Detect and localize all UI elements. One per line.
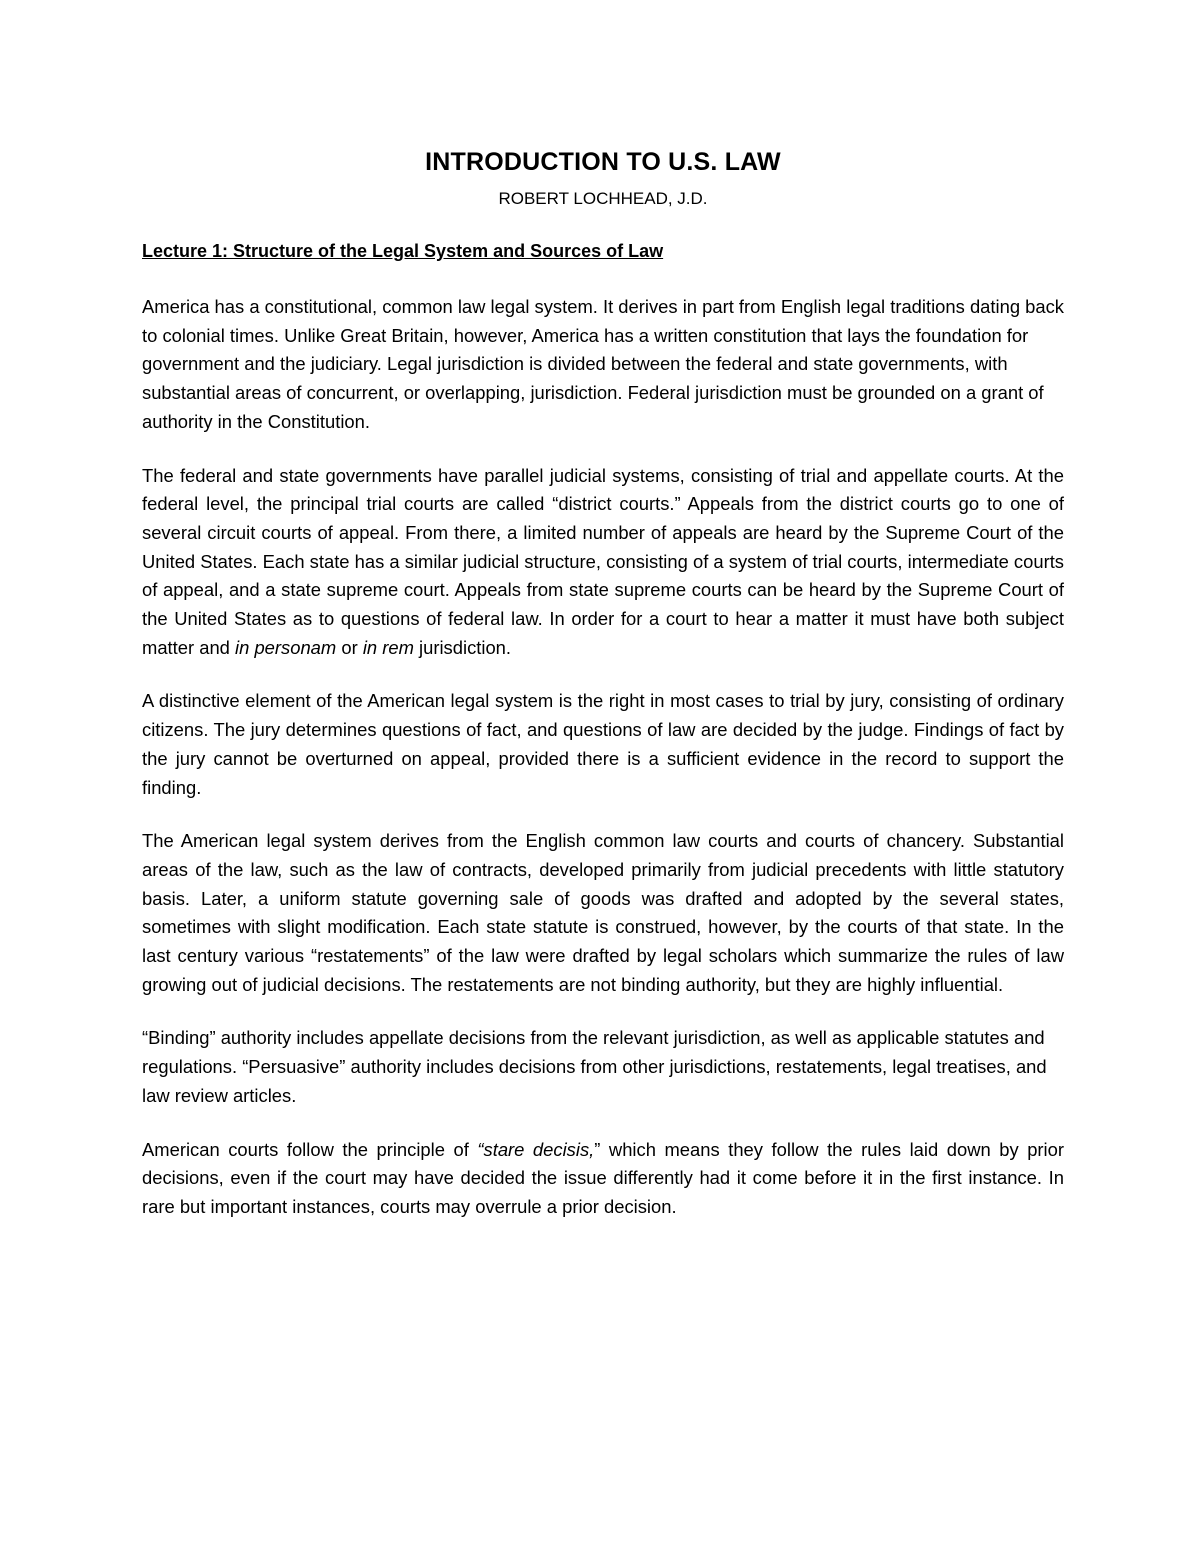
paragraph-text: The federal and state governments have parallel judicial systems, consisting of trial and appellate courts. At the federal level, the principal trial courts are called “district courts.” Appeals from the district courts go to one of several circuit courts of appeal. From there, a limited number of appeals are heard by the Supreme Court of the United States. Each state has a similar judicial structure, consisting of a system of trial courts, intermediate courts of appeal, and a state supreme court. Appeals from state supreme courts can be heard by the Supreme Court of the United States as to questions of federal law. In order for a court to hear a matter it must have both subject matter and: [142, 464, 1064, 658]
paragraph-judicial-systems: [142, 462, 1064, 663]
italic-term: “stare decisis,: [477, 1138, 595, 1160]
italic-term: in personam: [235, 636, 337, 658]
paragraph-text: American courts follow the principle of: [142, 1138, 478, 1160]
paragraph-text: or: [336, 636, 363, 658]
italic-term: in rem: [362, 636, 414, 658]
paragraph-constitutional-system: America has a constitutional, common law legal system. It derives in part from English legal traditions dating back to colonial times. Unlike Great Britain, however, America has a written constitution that lays the foundation for government and the judiciary. Legal jurisdiction is divided between the federal and state governments, with substantial areas of concurrent, or overlapping, jurisdiction. Federal jurisdiction must be grounded on a grant of authority in the Constitution.: [142, 296, 1065, 432]
paragraph-stare-decisis: [142, 1136, 1064, 1222]
paragraph-text: ” which means they follow the rules laid down by prior decisions, even if the court may have decided the issue differently had it come before it in the first instance. In rare but important instances, courts may overrule a prior decision.: [142, 1138, 1064, 1217]
paragraph-text: jurisdiction.: [413, 636, 512, 658]
document-title: INTRODUCTION TO U.S. LAW: [425, 148, 781, 176]
author-name: ROBERT LOCHHEAD, J.D.: [498, 189, 708, 208]
paragraph-jury-trial: A distinctive element of the American legal system is the right in most cases to trial by jury, consisting of ordinary citizens. The jury determines questions of fact, and questions of law are decided by the judge. Findings of fact by the jury cannot be overturned on appeal, provided there is a sufficient evidence in the record to support the finding.: [142, 690, 1064, 798]
paragraph-binding-authority: “Binding” authority includes appellate decisions from the relevant jurisdiction, as well as applicable statutes and regulations. “Persuasive” authority includes decisions from other jurisdictions, restatements, legal treatises, and law review articles.: [142, 1027, 1047, 1106]
lecture-heading: Lecture 1: Structure of the Legal System and Sources of Law: [142, 241, 664, 261]
document-page: [142, 140, 1064, 1222]
paragraph-common-law-origins: The American legal system derives from the English common law courts and courts of chancery. Substantial areas of the law, such as the law of contracts, developed primarily from judicial precedents with little statutory basis. Later, a uniform statute governing sale of goods was drafted and adopted by the several states, sometimes with slight modification. Each state statute is construed, however, by the courts of that state. In the last century various “restatements” of the law were drafted by legal scholars which summarize the rules of law growing out of judicial decisions. The restatements are not binding authority, but they are highly influential.: [142, 830, 1064, 995]
